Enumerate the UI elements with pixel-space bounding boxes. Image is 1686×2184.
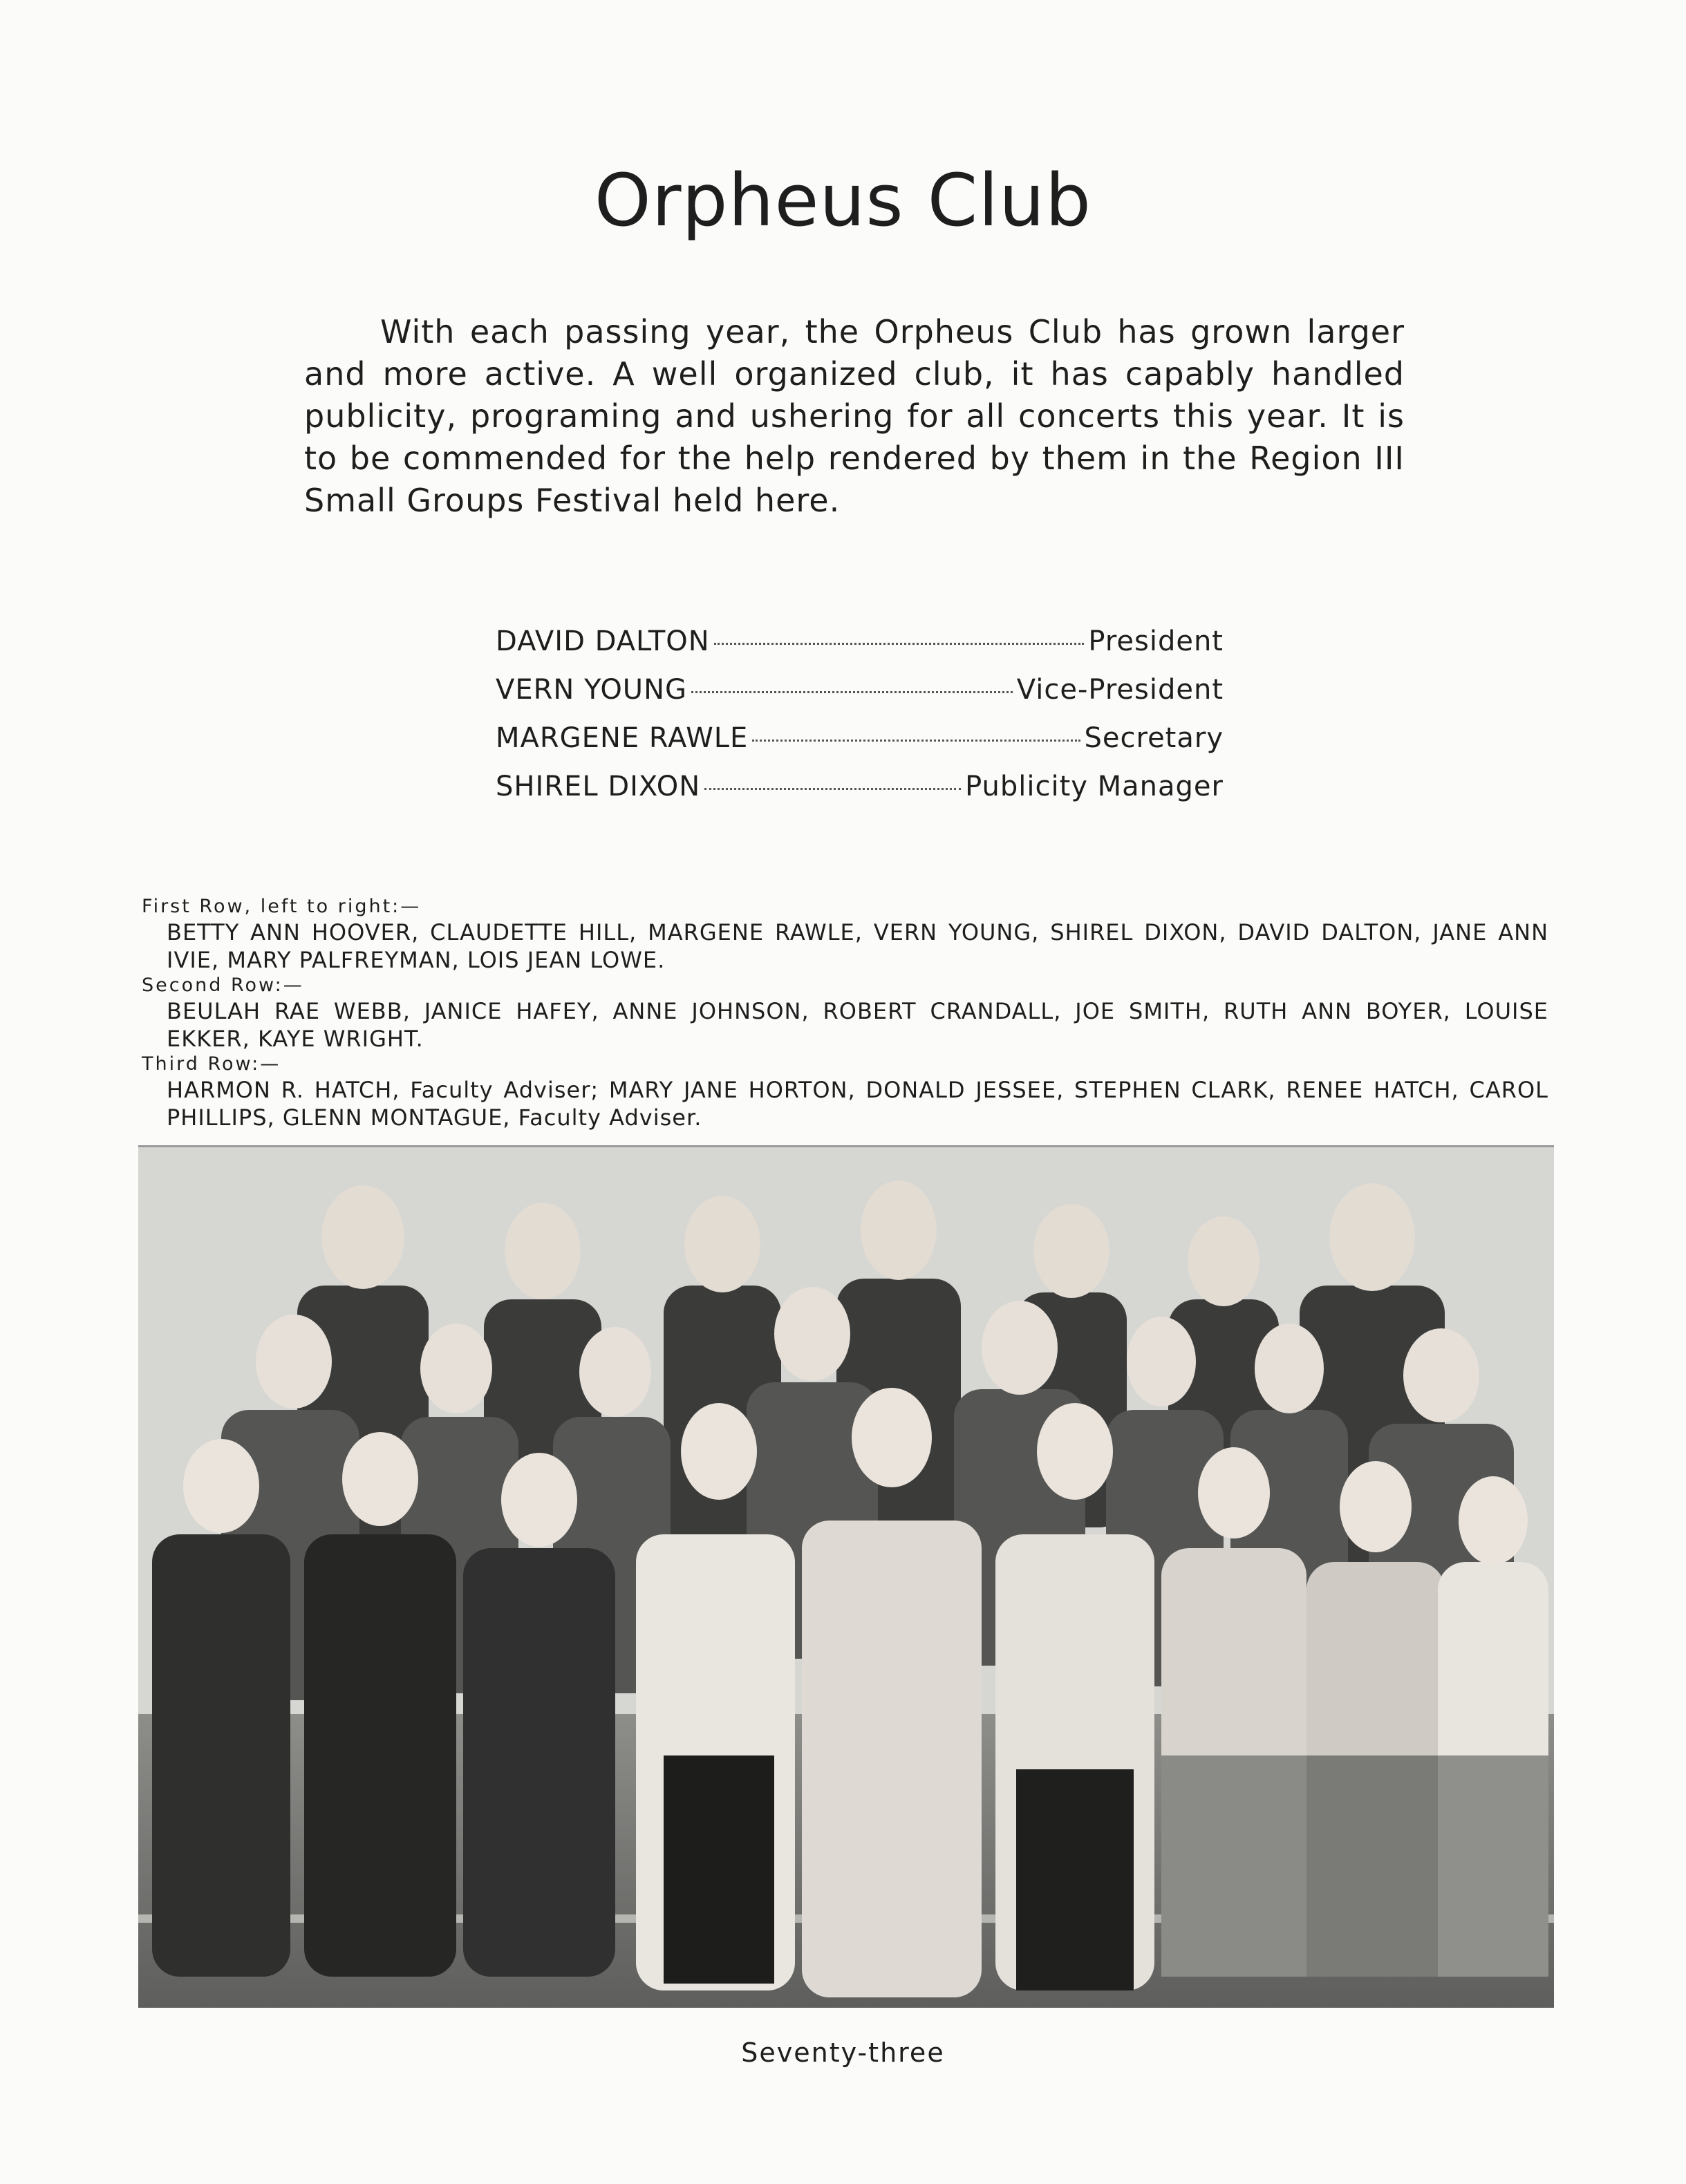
officer-name: SHIREL DIXON (496, 771, 701, 802)
photo-caption (142, 895, 1548, 1131)
officer-name: MARGENE RAWLE (496, 722, 749, 754)
row-names-second: BEULAH RAE WEBB, JANICE HAFEY, ANNE JOHNSON, ROBERT CRANDALL, JOE SMITH, RUTH ANN BOYER, LOUISE EKKER, KAYE WRIGHT. (167, 998, 1548, 1052)
officer-title: Secretary (1084, 722, 1224, 754)
officer-title: President (1088, 625, 1224, 657)
row-label-second: Second Row:— (142, 975, 304, 996)
row-names-third: HARMON R. HATCH, Faculty Adviser; MARY JANE HORTON, DONALD JESSEE, STEPHEN CLARK, RENEE HATCH, CAROL PHILLIPS, GLENN MONTAGUE, Faculty Adviser. (167, 1077, 1548, 1131)
officer-name: DAVID DALTON (496, 625, 710, 657)
row-label-first: First Row, left to right:— (142, 896, 422, 917)
officer-row (496, 722, 1224, 771)
officer-name: VERN YOUNG (496, 674, 687, 706)
officer-title: Vice-President (1016, 674, 1224, 706)
group-photo (138, 1145, 1554, 2008)
dot-leader (714, 643, 1085, 645)
officer-row (496, 771, 1224, 819)
dot-leader (691, 691, 1013, 693)
intro-paragraph: With each passing year, the Orpheus Club has grown larger and more active. A well organized club, it has capably handled publicity, programing and ushering for all concerts this year. It is to be commended for the help rendered by them in the Region III Small Groups Festival held here. (304, 313, 1405, 519)
dot-leader (704, 788, 961, 790)
page-number: Seventy-three (741, 2037, 945, 2068)
officer-row (496, 625, 1224, 674)
dot-leader (752, 740, 1080, 742)
officer-title: Publicity Manager (965, 771, 1224, 802)
group-photo-art (138, 1147, 1554, 2008)
row-label-third: Third Row:— (142, 1053, 281, 1075)
officers-list (496, 625, 1224, 819)
page-title: Orpheus Club (594, 158, 1092, 243)
officer-row (496, 674, 1224, 722)
row-names-first: BETTY ANN HOOVER, CLAUDETTE HILL, MARGENE RAWLE, VERN YOUNG, SHIREL DIXON, DAVID DALTON, JANE ANN IVIE, MARY PALFREYMAN, LOIS JEAN LOWE. (167, 919, 1548, 973)
